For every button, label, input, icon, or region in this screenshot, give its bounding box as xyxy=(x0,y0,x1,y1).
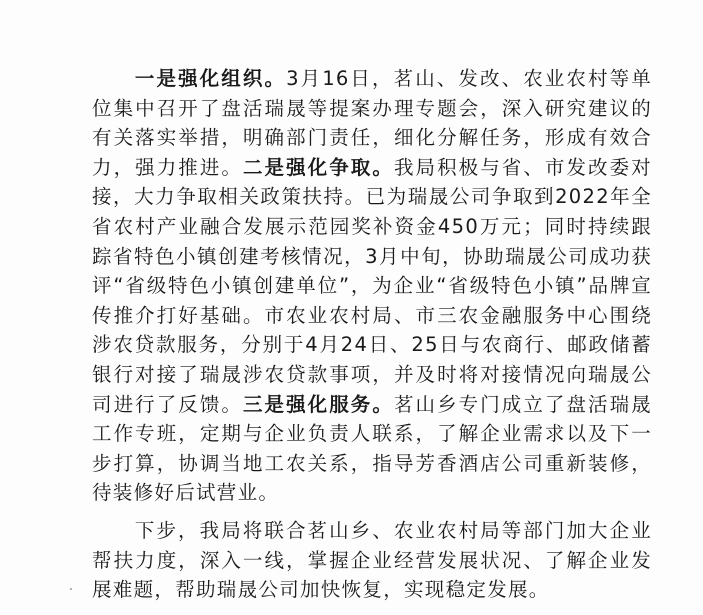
text-organization: 3月16日，茗山、发改、农业农村等单位集中召开了盘活瑞晟等提案办理专题会，深入研究建议的有关落实举措，明确部门责任，细化分解任务，形成有效合力，强力推进。 xyxy=(92,67,652,179)
heading-strengthen-service: 三是强化服务。 xyxy=(242,392,394,416)
text-pursuit: 我局积极与省、市发改委对接，大力争取相关政策扶持。已为瑞晟公司争取到2022年全省农村产业融合发展示范园奖补资金450万元；同时持续跟踪省特色小镇创建考核情况，3月中旬，协助瑞晟公司成功获评“省级特色小镇创建单位”，为企业“省级特色小镇”品牌宣传推介打好基础。市农业农村局、市三农金融服务中心围绕涉农贷款服务，分别于4月24日、25日与农商行、邮政储蓄银行对接了瑞晟涉农贷款事项，并及时将对接情况向瑞晟公司进行了反馈。 xyxy=(92,155,652,416)
paragraph-measures xyxy=(92,64,652,508)
scan-speck xyxy=(70,588,72,590)
document-body xyxy=(92,64,652,605)
heading-strengthen-organization: 一是强化组织。 xyxy=(134,67,287,90)
heading-strengthen-pursuit: 二是强化争取。 xyxy=(242,155,394,179)
paragraph-next-steps: 下步，我局将联合茗山乡、农业农村局等部门加大企业帮扶力度，深入一线，掌握企业经营发展状况、了解企业发展难题，帮助瑞晟公司加快恢复，实现稳定发展。 xyxy=(92,518,652,602)
text-service: 茗山乡专门成立了盘活瑞晟工作专班，定期与企业负责人联系，了解企业需求以及下一步打算，协调当地工农关系，指导芳香酒店公司重新装修，待装修好后试营业。 xyxy=(92,392,652,505)
